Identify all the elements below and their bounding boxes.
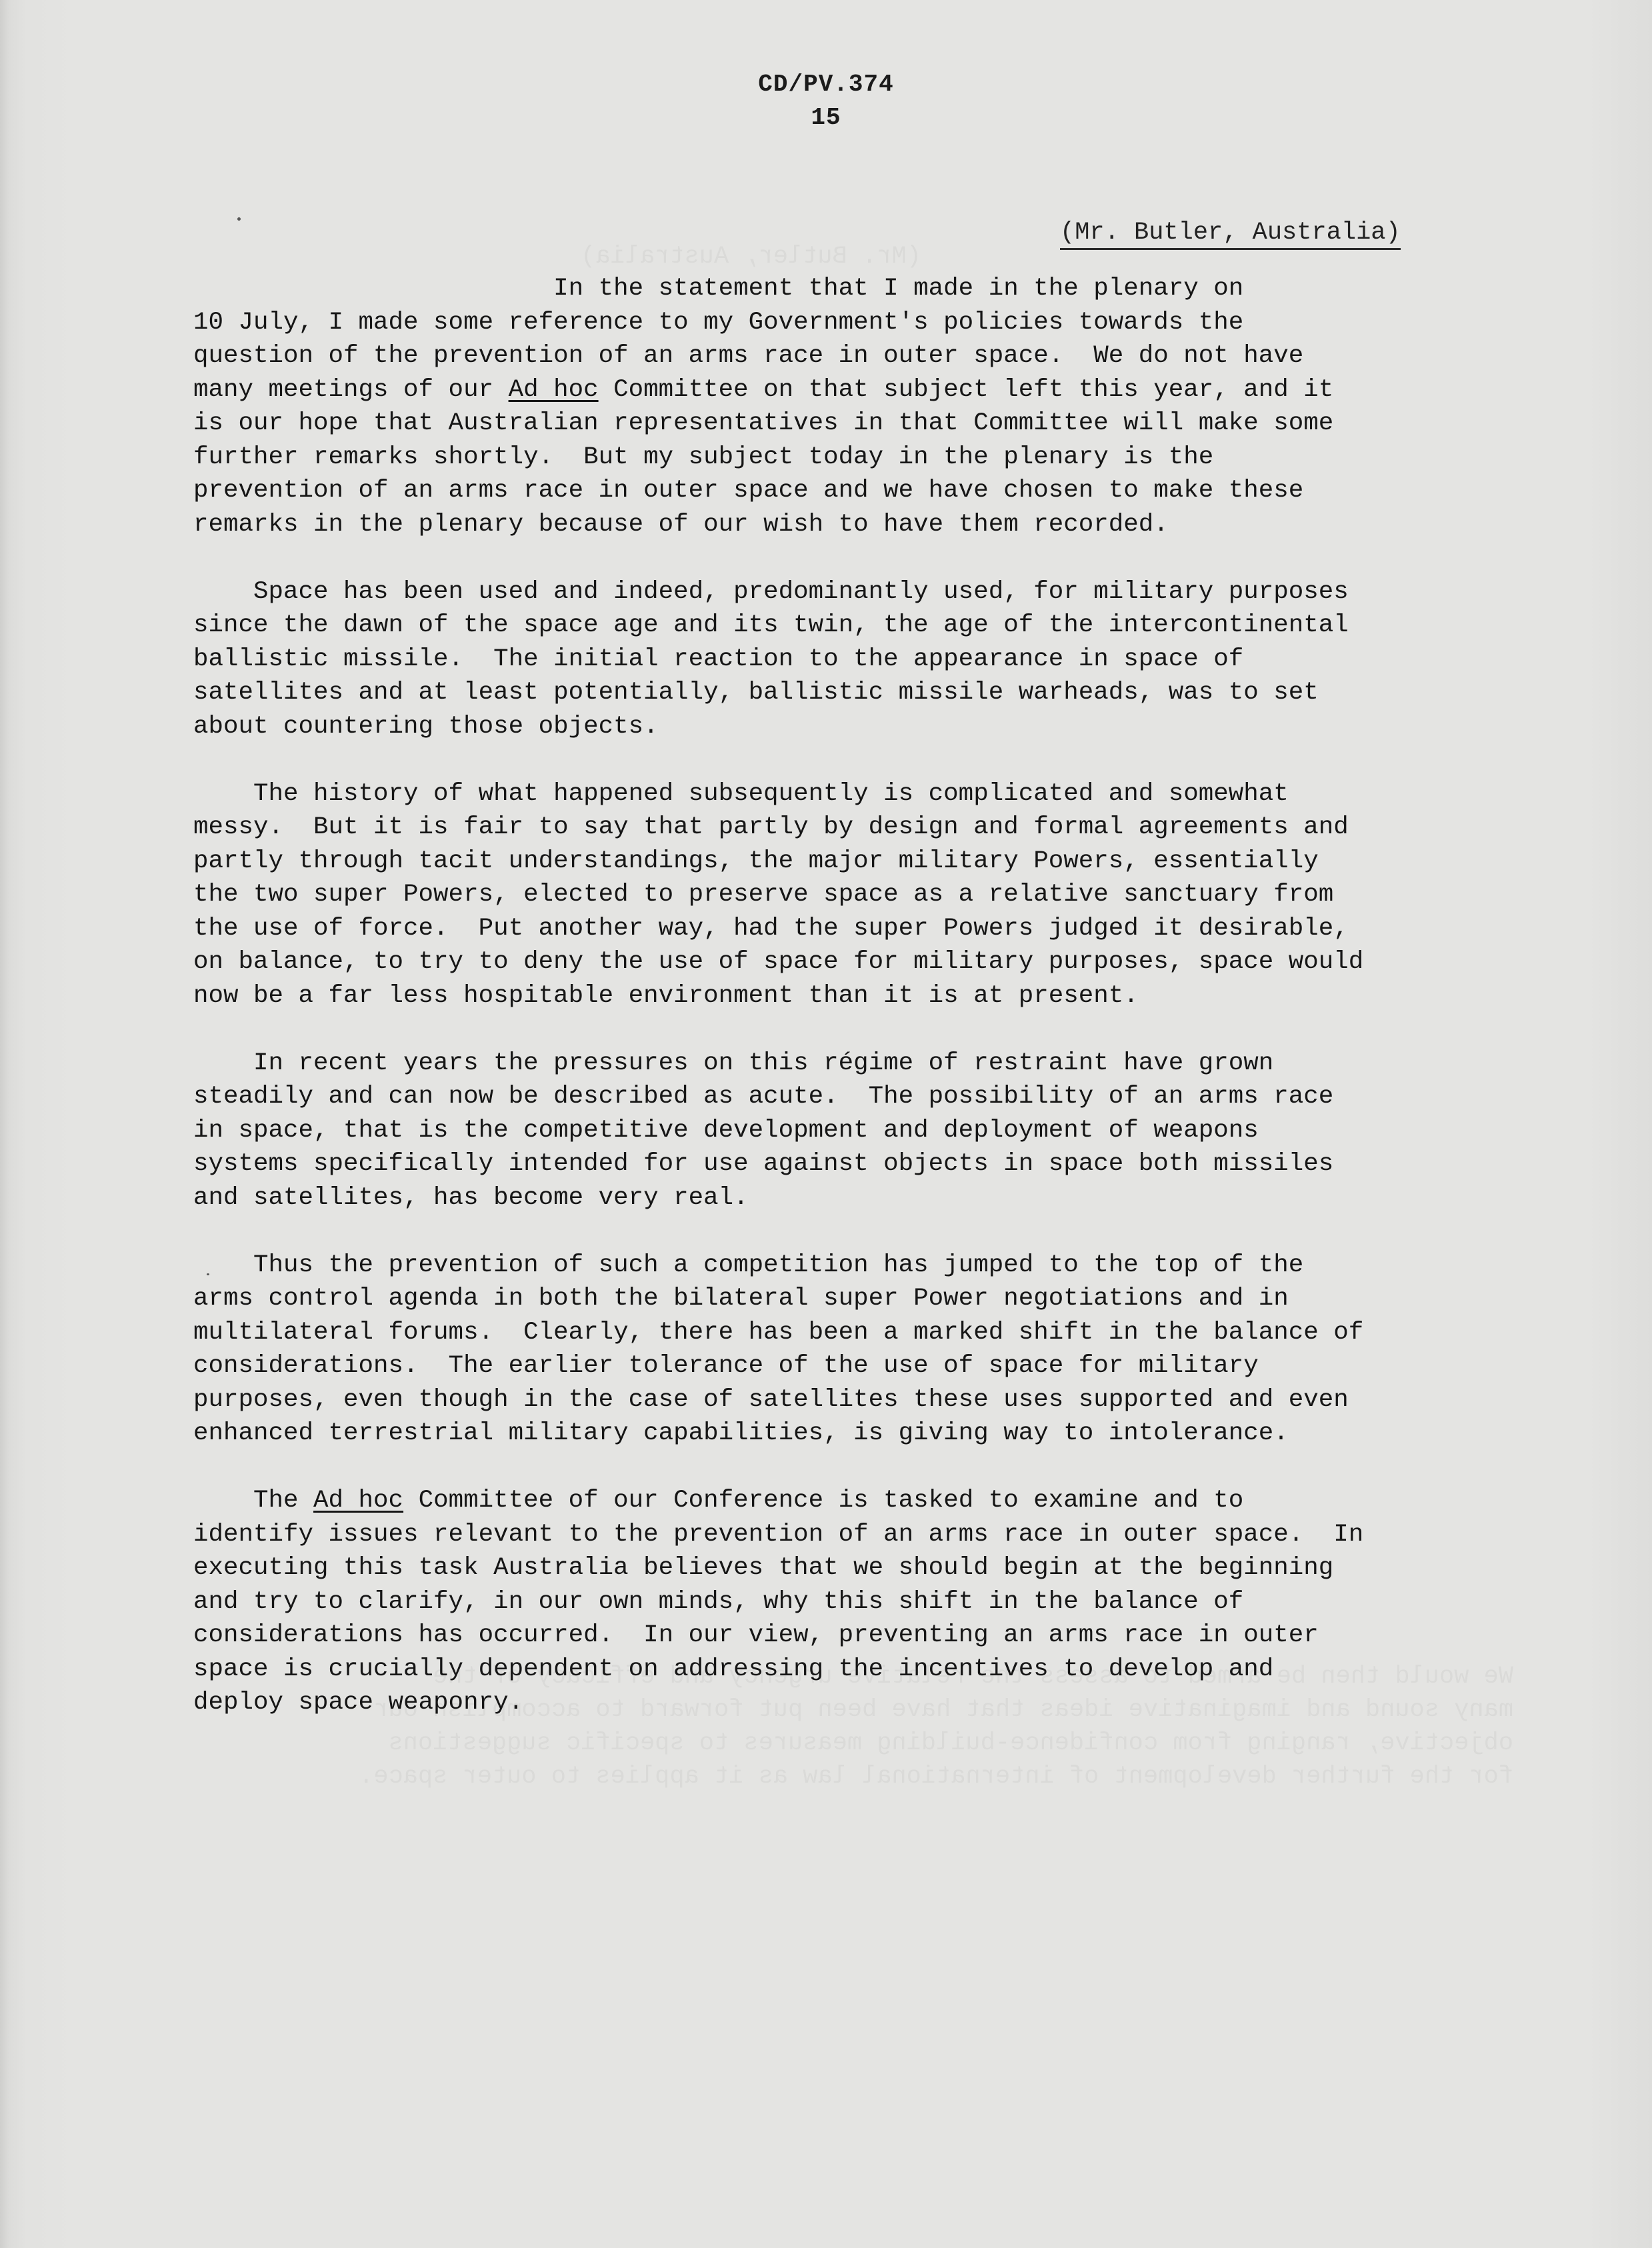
underlined-term: Ad hoc [508, 375, 599, 404]
text-line [193, 1316, 1533, 1350]
text-line [193, 1417, 1533, 1451]
text-segment: question of the prevention of an arms race in outer space. We do not have [193, 342, 1304, 370]
text-segment: Space has been used and indeed, predominantly used, for military purposes [193, 577, 1349, 606]
text-segment: space is crucially dependent on addressing the incentives to develop and [193, 1655, 1274, 1683]
text-segment: remarks in the plenary because of our wish to have them recorded. [193, 510, 1169, 539]
text-segment: many meetings of our [193, 375, 509, 404]
text-line [193, 1249, 1533, 1283]
speaker-attribution: (Mr. Butler, Australia) [1060, 217, 1401, 250]
text-segment: 10 July, I made some reference to my Government's policies towards the [193, 308, 1244, 337]
text-line [193, 1619, 1533, 1653]
paragraph [193, 777, 1533, 1013]
text-line [193, 1114, 1533, 1148]
text-segment: the use of force. Put another way, had the super Powers judged it desirable, [193, 914, 1349, 943]
text-segment: now be a far less hospitable environment than it is at present. [193, 981, 1139, 1010]
page-number: 15 [811, 104, 841, 131]
text-line [193, 710, 1533, 744]
text-segment: steadily and can now be described as acute. The possibility of an arms race [193, 1083, 1334, 1111]
text-segment: executing this task Australia believes that we should begin at the beginning [193, 1554, 1334, 1582]
text-line [193, 474, 1533, 508]
text-line [193, 878, 1533, 912]
text-segment: messy. But it is fair to say that partly by design and formal agreements and [193, 813, 1349, 841]
text-line [193, 1383, 1533, 1417]
text-segment: partly through tacit understandings, the major military Powers, essentially [193, 847, 1319, 875]
text-segment: Thus the prevention of such a competition has jumped to the top of the [193, 1251, 1304, 1279]
text-segment: In the statement that I made in the plenary on [193, 275, 1244, 303]
text-segment: The history of what happened subsequently is complicated and somewhat [193, 779, 1289, 808]
text-line [193, 1080, 1533, 1114]
statement-body [193, 272, 1533, 1753]
text-line [193, 1551, 1533, 1585]
paragraph [193, 1484, 1533, 1720]
text-line [193, 979, 1533, 1013]
text-line [193, 1349, 1533, 1383]
text-line [193, 373, 1533, 407]
text-segment: considerations. The earlier tolerance of the use of space for military [193, 1352, 1259, 1380]
text-segment: Committee of our Conference is tasked to examine and to [403, 1487, 1244, 1515]
text-segment: satellites and at least potentially, ballistic missile warheads, was to set [193, 679, 1319, 707]
text-line [193, 272, 1533, 306]
text-segment: systems specifically intended for use against objects in space both missiles [193, 1150, 1334, 1178]
text-line [193, 508, 1533, 542]
text-line [193, 1518, 1533, 1552]
text-line [193, 676, 1533, 710]
text-line [193, 777, 1533, 811]
text-segment: identify issues relevant to the prevention of an arms race in outer space. In [193, 1520, 1364, 1549]
text-line [193, 1585, 1533, 1619]
text-segment: purposes, even though in the case of satellites these uses supported and even [193, 1385, 1349, 1414]
text-line [193, 609, 1533, 643]
text-line [193, 945, 1533, 979]
text-line [193, 845, 1533, 879]
text-line [193, 339, 1533, 373]
text-line [193, 1653, 1533, 1687]
text-segment: and try to clarify, in our own minds, why this shift in the balance of [193, 1587, 1244, 1616]
underlined-term: Ad hoc [313, 1487, 404, 1515]
text-segment: prevention of an arms race in outer space and we have chosen to make these [193, 477, 1304, 505]
text-line [193, 1047, 1533, 1081]
text-segment: the two super Powers, elected to preserve space as a relative sanctuary from [193, 881, 1334, 909]
bleed-through-decoration [173, 1760, 1513, 1793]
text-line [193, 407, 1533, 441]
text-segment: about countering those objects. [193, 712, 659, 741]
text-segment: multilateral forums. Clearly, there has been a marked shift in the balance of [193, 1318, 1364, 1347]
paragraph [193, 1047, 1533, 1215]
text-line [193, 643, 1533, 677]
text-line [193, 912, 1533, 946]
text-segment: since the dawn of the space age and its twin, the age of the intercontinental [193, 611, 1349, 639]
text-segment: in space, that is the competitive development and deployment of weapons [193, 1116, 1259, 1145]
paragraph [193, 575, 1533, 744]
text-segment: ballistic missile. The initial reaction to the appearance in space of [193, 645, 1244, 673]
text-segment: The [193, 1487, 314, 1515]
text-line [193, 1282, 1533, 1316]
text-segment: on balance, to try to deny the use of space for military purposes, space would [193, 948, 1364, 976]
text-line [193, 1181, 1533, 1215]
scan-speck [237, 217, 241, 221]
paragraph [193, 1249, 1533, 1451]
text-line [193, 811, 1533, 845]
text-segment: In recent years the pressures on this régime of restraint have grown [193, 1049, 1274, 1077]
text-segment: enhanced terrestrial military capabilities, is giving way to intolerance. [193, 1419, 1289, 1447]
document-symbol: CD/PV.374 [758, 71, 894, 98]
text-line [193, 441, 1533, 475]
text-segment: is our hope that Australian representatives in that Committee will make some [193, 409, 1334, 437]
text-segment: considerations has occurred. In our view, preventing an arms race in outer [193, 1621, 1319, 1649]
text-line [193, 306, 1533, 340]
paragraph [193, 272, 1533, 541]
text-line [193, 575, 1533, 609]
text-segment: and satellites, has become very real. [193, 1183, 749, 1212]
text-line [193, 1147, 1533, 1181]
text-segment: arms control agenda in both the bilateral super Power negotiations and in [193, 1285, 1289, 1313]
text-line [193, 1484, 1533, 1518]
text-segment: Committee on that subject left this year, and it [598, 375, 1334, 404]
text-segment: further remarks shortly. But my subject today in the plenary is the [193, 443, 1214, 471]
text-line [193, 1686, 1533, 1720]
text-segment: deploy space weaponry. [193, 1689, 524, 1717]
